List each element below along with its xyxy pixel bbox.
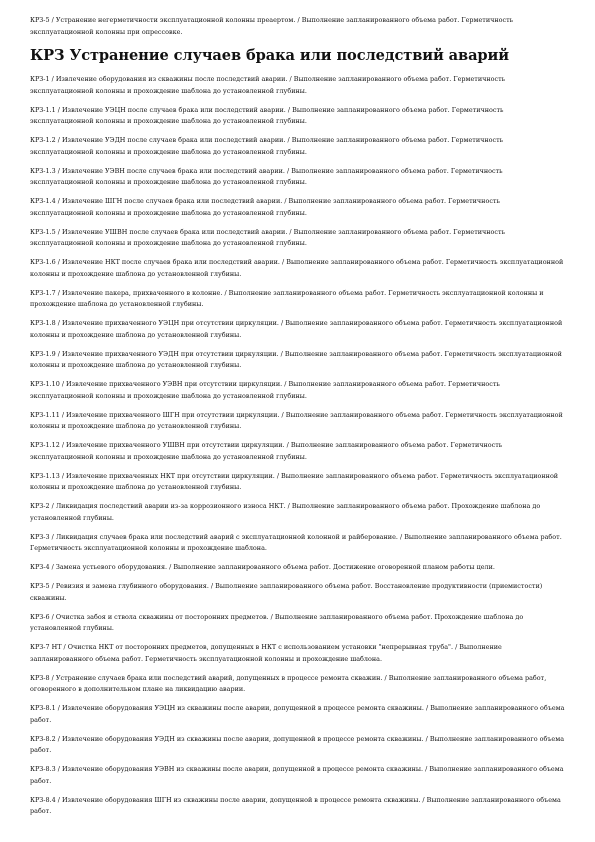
list-item: КРЗ-1.9 / Извлечение прихваченного УЭДН при отсутствии циркуляции. / Выполнение запланированного объема работ. Герметичность эксплуатационной колонны и прохождение шаблона до установленной глубины. bbox=[30, 349, 562, 369]
list-item: КРЗ-8.2 / Извлечение оборудования УЭДН из скважины после аварии, допущенной в процессе ремонта скважины. / Выполнение запланированного объема работ. bbox=[30, 734, 565, 754]
list-item: КРЗ-1.2 / Извлечение УЭДН после случаев брака или последствий аварии. / Выполнение запланированного объема работ. Герметичность эксплуатационной колонны и прохождение шаблона до установленной глубины. bbox=[30, 136, 504, 156]
list-item: КРЗ-3 / Ликвидация случаев брака или последствий аварий с эксплуатационной колонной и райберование. / Выполнение запланированного объема работ. Герметичность эксплуатационной колонны и прохождение шаблона. bbox=[30, 532, 562, 552]
list-item: КРЗ-7 НТ / Очистка НКТ от посторонних предметов, допущенных в НКТ с использованием установки "непрерывная труба". / Выполнение запланированного объема работ. Герметичность эксплуатационной колонны и прохождение шаблона. bbox=[30, 643, 502, 663]
list-item: КРЗ-1.8 / Извлечение прихваченного УЭЦН при отсутствии циркуляции. / Выполнение запланированного объема работ. Герметичность эксплуатационной колонны и прохождение шаблона до установленной глубины. bbox=[30, 319, 563, 339]
list-item: КРЗ-8.3 / Извлечение оборудования УЭВН из скважины после аварии, допущенной в процессе ремонта скважины. / Выполнение запланированного объема работ. bbox=[30, 765, 564, 785]
entry-list bbox=[30, 74, 565, 825]
list-item: КРЗ-1.5 / Извлечение УШВН после случаев брака или последствий аварии. / Выполнение запланированного объема работ. Герметичность эксплуатационной колонны и прохождение шаблона до установленной глубины. bbox=[30, 227, 506, 247]
list-item: КРЗ-1.10 / Извлечение прихваченного УЭВН при отсутствии циркуляции. / Выполнение запланированного объема работ. Герметичность эксплуатационной колонны и прохождение шаблона до установленной глубины. bbox=[30, 380, 500, 400]
list-item: КРЗ-1.3 / Извлечение УЭВН после случаев брака или последствий аварии. / Выполнение запланированного объема работ. Герметичность эксплуатационной колонны и прохождение шаблона до установленной глубины. bbox=[30, 166, 503, 186]
intro-paragraph: КРЗ-5 / Устранение негерметичности эксплуатационной колонны преаертом. / Выполнение запланированного объема работ. Герметичность эксплуатационной колонны при опрессовке. bbox=[30, 16, 514, 36]
list-item: КРЗ-1 / Извлечение оборудования из скважины после последствий аварии. / Выполнение запланированного объема работ. Герметичность эксплуатационной колонны и прохождение шаблона до установленной глубины. bbox=[30, 75, 506, 95]
list-item: КРЗ-1.12 / Извлечение прихваченного УШВН при отсутствии циркуляции. / Выполнение запланированного объема работ. Герметичность эксплуатационной колонны и прохождение шаблона до установленной глубины. bbox=[30, 441, 503, 461]
list-item: КРЗ-1.1 / Извлечение УЭЦН после случаев брака или последствий аварии. / Выполнение запланированного объема работ. Герметичность эксплуатационной колонны и прохождение шаблона до установленной глубины. bbox=[30, 105, 504, 125]
list-item: КРЗ-8 / Устранение случаев брака или последствий аварий, допущенных в процессе ремонта скважин. / Выполнение запланированного объема работ, оговоренного в дополнительном плане на ликвидацию аварии. bbox=[30, 673, 547, 693]
list-item: КРЗ-1.4 / Извлечение ШГН после случаев брака или последствий аварии. / Выполнение запланированного объема работ. Герметичность эксплуатационной колонны и прохождение шаблона до установленной глубины. bbox=[30, 197, 500, 217]
section-heading: КРЗ Устранение случаев брака или последствий аварий bbox=[30, 47, 509, 64]
list-item: КРЗ-4 / Замена устьевого оборудования. / Выполнение запланированного объема работ. Достижение оговоренной планом работы цели. bbox=[30, 563, 495, 571]
list-item: КРЗ-5 / Ревизия и замена глубинного оборудования. / Выполнение запланированного объема работ. Восстановление продуктивности (приемистости) скважины. bbox=[30, 582, 543, 602]
list-item: КРЗ-1.7 / Извлечение пакера, прихваченного в колонне. / Выполнение запланированного объема работ. Герметичность эксплуатационной колонны и прохождение шаблона до установленной глубины. bbox=[30, 288, 544, 308]
list-item: КРЗ-1.6 / Извлечение НКТ после случаев брака или последствий аварии. / Выполнение запланированного объема работ. Герметичность эксплуатационной колонны и прохождение шаблона до установленной глубины. bbox=[30, 258, 564, 278]
list-item: КРЗ-8.4 / Извлечение оборудования ШГН из скважины после аварии, допущенной в процессе ремонта скважины. / Выполнение запланированного объема работ. bbox=[30, 795, 561, 815]
list-item: КРЗ-2 / Ликвидация последствий аварии из-за коррозионного износа НКТ. / Выполнение запланированного объема работ. Прохождение шаблона до установленной глубины. bbox=[30, 502, 541, 522]
list-item: КРЗ-1.11 / Извлечение прихваченного ШГН при отсутствии циркуляции. / Выполнение запланированного объема работ. Герметичность эксплуатационной колонны и прохождение шаблона до установленной глубины. bbox=[30, 410, 563, 430]
list-item: КРЗ-8.1 / Извлечение оборудования УЭЦН из скважины после аварии, допущенной в процессе ремонта скважины. / Выполнение запланированного объема работ. bbox=[30, 704, 565, 724]
list-item: КРЗ-1.13 / Извлечение прихваченных НКТ при отсутствии циркуляции. / Выполнение запланированного объема работ. Герметичность эксплуатационной колонны и прохождение шаблона до установленной глубины. bbox=[30, 471, 559, 491]
list-item: КРЗ-6 / Очистка забоя и ствола скважины от посторонних предметов. / Выполнение запланированного объема работ. Прохождение шаблона до установленной глубины. bbox=[30, 612, 524, 632]
